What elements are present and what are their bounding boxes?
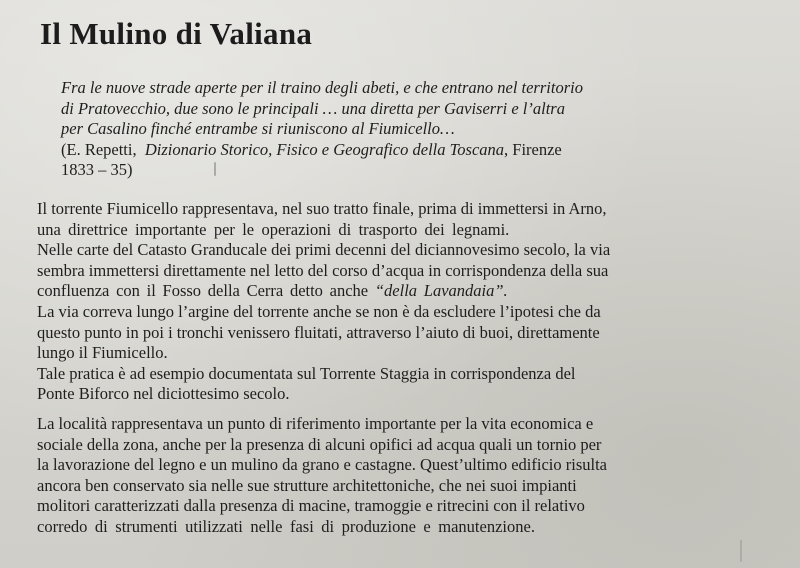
text-line: una direttrice importante per le operazioni di trasporto dei legnami. <box>37 219 510 239</box>
text-line: lungo il Fiumicello. <box>37 343 168 363</box>
italic-name: “della Lavandaia”. <box>374 281 508 301</box>
paragraph-mulino <box>37 414 707 538</box>
text-line: Nelle carte del Catasto Granducale dei primi decenni del diciannovesimo secolo, la via <box>37 240 611 260</box>
text-line: ancora ben conservato sia nelle sue strutture architettoniche, che nei suoi impianti <box>37 475 577 495</box>
quote-line: Fra le nuove strade aperte per il traino degli abeti, e che entrano nel territorio <box>61 78 583 97</box>
text-line: molitori caratterizzati dalla presenza di macine, tramoggie e ritrecini con il relativo <box>37 496 585 516</box>
text-line: Ponte Biforco nel diciottesimo secolo. <box>37 384 290 404</box>
surface-scratch <box>214 162 216 176</box>
quote-line: di Pratovecchio, due sono le principali … una diretta per Gaviserri e l’altra <box>61 98 565 118</box>
text-line: Il torrente Fiumicello rappresentava, nel suo tratto finale, prima di immettersi in Arno, <box>37 199 607 218</box>
page-title: Il Mulino di Valiana <box>40 16 313 51</box>
citation-author: (E. Repetti, <box>61 139 137 159</box>
text-line: sembra immettersi direttamente nel letto del corso d’acqua in corrispondenza della sua <box>37 260 609 280</box>
quote-citation <box>61 140 701 161</box>
text-line <box>37 281 707 302</box>
citation-place: , Firenze <box>504 139 562 159</box>
text-segment: confluenza con il Fosso della Cerra detto anche <box>37 281 369 301</box>
paragraph-fiumicello <box>37 199 707 405</box>
text-line: questo punto in poi i tronchi venissero fluitati, attraverso l’aiuto di buoi, direttamente <box>37 322 600 342</box>
citation-work: Dizionario Storico, Fisico e Geografico della Toscana <box>144 139 505 159</box>
text-line: La via correva lungo l’argine del torrente anche se non è da escludere l’ipotesi che da <box>37 301 601 321</box>
text-line: corredo di strumenti utilizzati nelle fasi di produzione e manutenzione. <box>37 516 535 536</box>
quote-line: per Casalino finché entrambe si riuniscono al Fiumicello… <box>61 119 455 138</box>
epigraph-quote <box>61 78 701 181</box>
text-line: la lavorazione del legno e un mulino da grano e castagne. Quest’ultimo edificio risulta <box>37 455 607 475</box>
text-line: sociale della zona, anche per la presenza di alcuni opifici ad acqua quali un tornio per <box>37 434 602 454</box>
text-line: Tale pratica è ad esempio documentata sul Torrente Staggia in corrispondenza del <box>37 363 576 383</box>
text-line: La località rappresentava un punto di riferimento importante per la vita economica e <box>37 414 594 433</box>
surface-scratch <box>740 540 742 562</box>
citation-years: 1833 – 35) <box>61 160 133 179</box>
